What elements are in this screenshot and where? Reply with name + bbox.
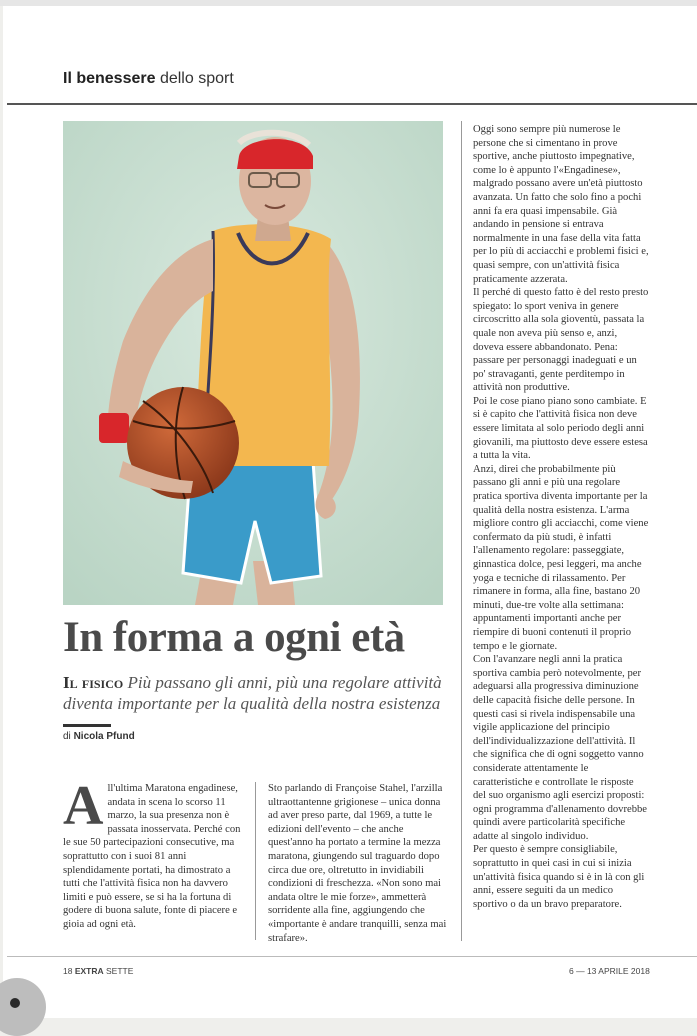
magazine-name-bold: EXTRA — [74, 966, 104, 976]
byline-prefix: di — [63, 731, 74, 742]
kicker-tag: Il fisico — [63, 673, 124, 692]
column-right-paragraph: Il perché di questo fatto è del resto presto spiegato: lo sport veniva in genere circoscritto alla sola gioventù, passata la quale non aveva più senso e, anzi, doveva essere abbandonato. Pena: passare per personaggi inadeguati e un po' stravaganti, gente perditempo in attività non produttive. — [473, 287, 649, 394]
column-left-text: ll'ultima Maratona engadinese, andata in scena lo scorso 11 marzo, la sua presenza non è passata inosservata. Perché con le sue 50 partecipazioni consecutive, ma soprattutto con i suoi 81 anni splendidamente portati, ha dimostrato a tutti che l'attività fisica non ha davvero limiti e può essere, se si ha la fortuna di godere di buona salute, fonte di piacere e gioia ad ogni età. — [63, 783, 241, 930]
headline: In forma a ogni età — [63, 614, 405, 661]
corner-dot-icon — [10, 998, 20, 1008]
column-divider — [255, 782, 256, 940]
issue-date: 6 — 13 APRILE 2018 — [569, 966, 650, 976]
column-right — [473, 123, 649, 911]
column-right-paragraph: Anzi, direi che probabilmente più passano gli anni e più una regolare pratica sportiva diventa importante per la qualità della nostra esistenza. L'arma migliore contro gli acciacchi, come viene confermato da più studi, è infatti l'allenamento regolare: passeggiate, ginnastica dolce, pesi leggeri, ma anche yoga e tecniche di rilassamento. Per rimanere in forma, alla fine, bastano 20 minuti, due-tre volte alla settimana: appuntamenti importanti anche per riempire di buoni contenuti il proprio tempo e le giornate. — [473, 463, 649, 652]
column-right-paragraph: Poi le cose piano piano sono cambiate. E si è capito che l'attività fisica non deve essere limitata al solo periodo degli anni giovanili, ma piuttosto deve essere estesa a tutta la vita. — [473, 395, 648, 462]
column-left — [63, 775, 245, 932]
section-divider — [7, 103, 697, 105]
kicker-text: Più passano gli anni, più una regolare attività diventa importante per la qualità della nostra esistenza — [63, 673, 442, 713]
byline-author: Nicola Pfund — [73, 731, 135, 742]
byline-rule — [63, 724, 111, 727]
drop-cap: A — [63, 775, 104, 837]
section-label — [63, 70, 234, 88]
page-footer-left — [63, 966, 133, 976]
magazine-name-rest: SETTE — [103, 966, 134, 976]
athlete-photo — [63, 121, 443, 605]
byline — [63, 731, 135, 742]
column-middle-text: Sto parlando di Françoise Stahel, l'arzilla ultraottantenne grigionese – unica donna ad aver preso parte, dal 1969, a tutte le edizioni dell'evento – che anche quest'anno ha portato a termine la mezza maratona, giungendo sul traguardo dopo circa due ore, oltretutto in invidiabili condizioni di freschezza. «Non sono mai andata oltre le mie forze», ammetterà sorridente alla fine, aggiungendo che «importante è andare tranquilli, senza mai strafare». — [268, 783, 447, 944]
footer-rule — [7, 956, 697, 957]
column-right-paragraph: Con l'avanzare negli anni la pratica sportiva cambia però notevolmente, per adeguarsi alla progressiva diminuzione delle capacità fisiche delle persone. In questi casi si rivela indispensabile una vigile applicazione del principio dell'individualizzazione dell'attività. Il che significa che di ogni soggetto vanno considerate attentamente le caratteristiche e controllate le risposte del suo organismo agli esercizi proposti: ogni programma d'allenamento dovrebbe quindi avere particolarità specifiche adatte al singolo individuo. — [473, 654, 648, 842]
section-label-bold: Il benessere — [63, 70, 156, 87]
column-divider — [461, 121, 462, 941]
section-label-rest: dello sport — [155, 70, 234, 87]
column-middle — [268, 782, 450, 945]
magazine-page — [3, 6, 697, 1018]
page-number: 18 — [63, 966, 75, 976]
column-right-paragraph: Oggi sono sempre più numerose le persone che si cimentano in prove sportive, anche piuttosto impegnative, come lo è appunto l'«Engadinese», malgrado possano avere un'età piuttosto avanzata. Un fatto che solo fino a pochi anni fa era quasi impensabile. Già andando in pensione si entrava normalmente in una fase della vita fatta per lo più di acciacchi e problemi fisici e, quasi sempre, con un'attività fisica praticamente azzerata. — [473, 124, 649, 285]
kicker — [63, 672, 443, 714]
athlete-illustration — [63, 121, 443, 605]
column-right-paragraph: Per questo è sempre consigliabile, soprattutto in quei casi in cui si inizia un'attività fisica quando si è in là con gli anni, essere seguiti da un medico sportivo o da un bravo preparatore. — [473, 844, 645, 910]
